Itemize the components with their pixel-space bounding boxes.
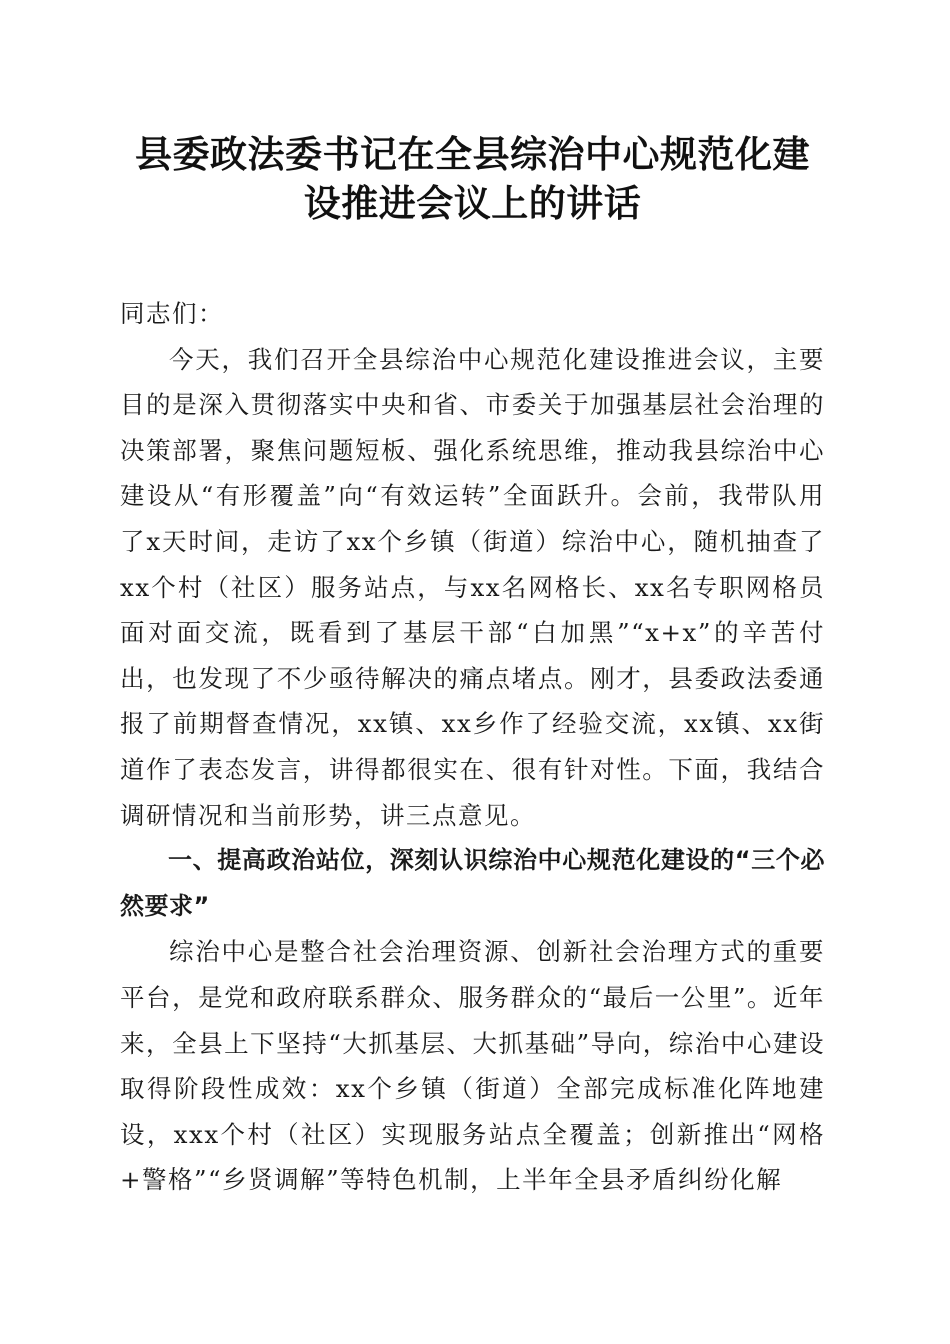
- intro-paragraph: 今天，我们召开全县综治中心规范化建设推进会议，主要目的是深入贯彻落实中央和省、市委关于加强基层社会治理的决策部署，聚焦问题短板、强化系统思维，推动我县综治中心建设从“有形覆盖”向“有效运转”全面跃升。会前，我带队用了x天时间，走访了xx个乡镇（街道）综治中心，随机抽查了xx个村（社区）服务站点，与xx名网格长、xx名专职网格员面对面交流，既看到了基层干部“白加黑”“x+x”的辛苦付出，也发现了不少亟待解决的痛点堵点。刚才，县委政法委通报了前期督查情况，xx镇、xx乡作了经验交流，xx镇、xx街道作了表态发言，讲得都很实在、很有针对性。下面，我结合调研情况和当前形势，讲三点意见。: [120, 344, 825, 830]
- section-1-paragraph: 综治中心是整合社会治理资源、创新社会治理方式的重要平台，是党和政府联系群众、服务群众的“最后一公里”。近年来，全县上下坚持“大抓基层、大抓基础”导向，综治中心建设取得阶段性成效：xx个乡镇（街道）全部完成标准化阵地建设，xxx个村（社区）实现服务站点全覆盖；创新推出“网格+警格”“乡贤调解”等特色机制，上半年全县矛盾纠纷化解: [120, 937, 825, 1195]
- document-page: [120, 130, 825, 1203]
- greeting: 同志们：: [120, 299, 224, 328]
- document-title: 县委政法委书记在全县综治中心规范化建设推进会议上的讲话: [135, 132, 810, 225]
- document-body: [120, 291, 825, 1203]
- section-heading-1: 一、提高政治站位，深刻认识综治中心规范化建设的“三个必然要求”: [120, 846, 825, 920]
